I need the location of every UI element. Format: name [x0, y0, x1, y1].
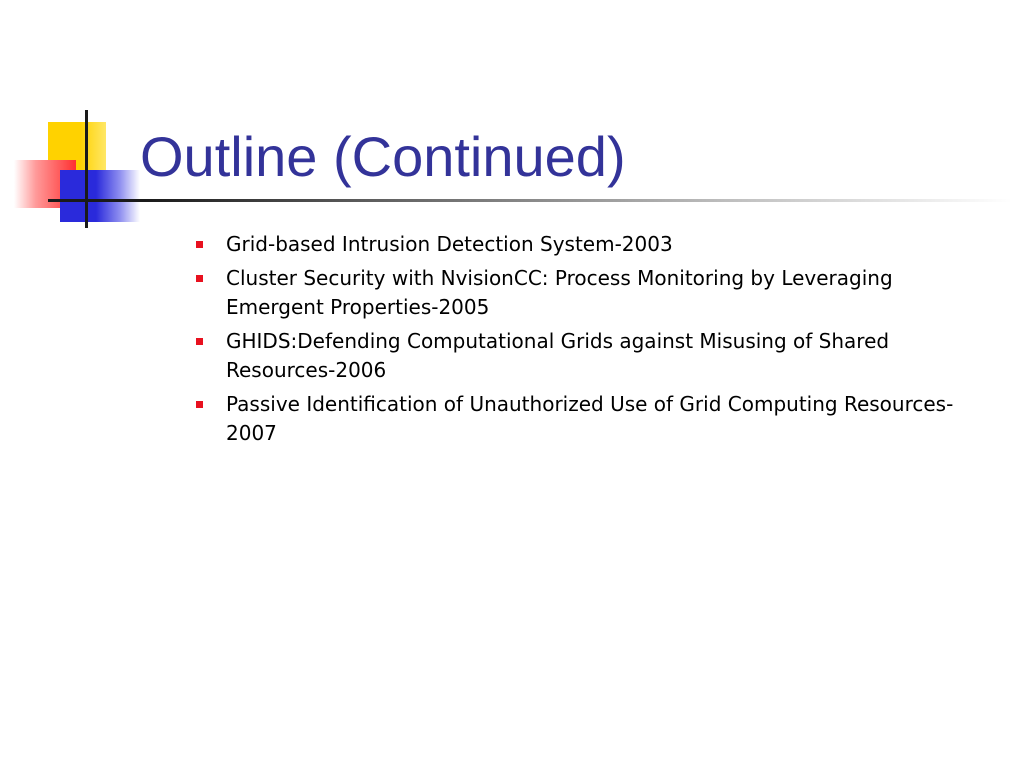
bullet-text: GHIDS:Defending Computational Grids against Misusing of Shared Resources-2006 [226, 329, 890, 382]
vertical-rule [85, 110, 88, 228]
square-bullet-icon [196, 338, 203, 345]
square-bullet-icon [196, 401, 203, 408]
decorative-squares-logo [0, 0, 160, 240]
bullet-list [196, 230, 986, 453]
bullet-text: Cluster Security with NvisionCC: Process Monitoring by Leveraging Emergent Properties-2005 [226, 266, 893, 319]
square-bullet-icon [196, 275, 203, 282]
bullet-item [196, 230, 986, 259]
bullet-item [196, 327, 986, 385]
square-bullet-icon [196, 241, 203, 248]
bullet-text: Grid-based Intrusion Detection System-2003 [226, 232, 673, 256]
blue-square [60, 170, 140, 222]
bullet-item [196, 264, 986, 322]
bullet-text: Passive Identification of Unauthorized Use of Grid Computing Resources-2007 [226, 392, 954, 445]
bullet-item [196, 390, 986, 448]
slide-title: Outline (Continued) [140, 125, 626, 188]
title-underline-rule [48, 199, 1012, 202]
